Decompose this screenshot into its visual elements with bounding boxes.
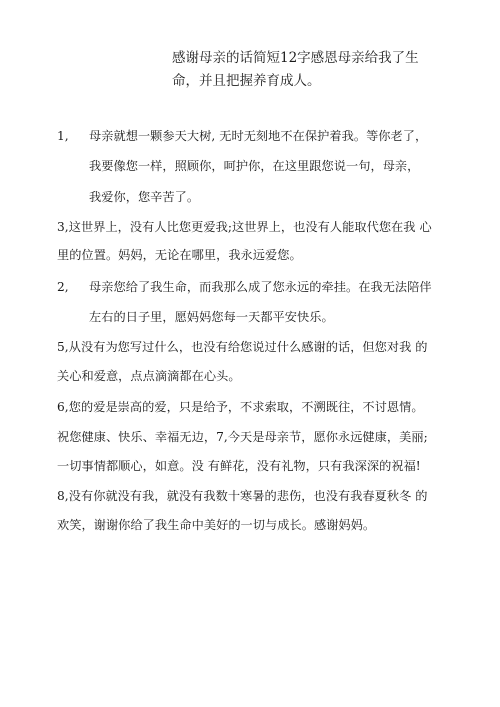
paragraph-3-line-1: 3,这世界上，没有人比您更爱我;这世界上，也没有人能取代您在我 心 [57, 220, 432, 234]
paragraph-6-line-2: 祝您健康、快乐、幸福无边，7,今天是母亲节，愿你永远健康，美丽; [57, 430, 428, 444]
page-title [172, 47, 472, 93]
paragraph-1-line-2: 我要像您一样，照顾你，呵护你，在这里跟您说一句，母亲， [89, 159, 420, 173]
paragraph-1-line-3: 我爱你，您辛苦了。 [89, 190, 200, 204]
paragraph-2-number: 2, [57, 280, 69, 294]
paragraph-5-line-1: 5,从没有为您写过什么，也没有给您说过什么感谢的话，但您对我 的 [57, 340, 428, 354]
paragraph-2-line-1: 母亲您给了我生命，而我那么成了您永远的牵挂。在我无法陪伴 [89, 280, 432, 294]
paragraph-6-line-1: 6,您的爱是崇高的爱，只是给予，不求索取，不溯既往，不讨恩情。 [57, 400, 424, 414]
paragraph-3-line-2: 里的位置。妈妈，无论在哪里，我永远爱您。 [57, 248, 302, 262]
paragraph-1-line-1: 母亲就想一颗参天大树, 无时无刻地不在保护着我。等你老了， [89, 129, 428, 143]
paragraph-8-line-2: 欢笑，谢谢你给了我生命中美好的一切与成长。感谢妈妈。 [57, 518, 376, 532]
paragraph-8-line-1: 8,没有你就没有我，就没有我数十寒暑的悲伤，也没有我春夏秋冬 的 [57, 489, 428, 503]
title-line-1: 感谢母亲的话简短12字感恩母亲给我了生 [172, 50, 419, 66]
title-line-2: 命，并且把握养育成人。 [172, 73, 321, 89]
paragraph-1-number: 1, [57, 129, 69, 143]
paragraph-2-line-2: 左右的日子里，愿妈妈您每一天都平安快乐。 [89, 310, 334, 324]
paragraph-6-line-3: 一切事情都顺心，如意。没 有鲜花，没有礼物，只有我深深的祝福! [57, 459, 421, 473]
paragraph-5-line-2: 关心和爱意，点点滴滴都在心头。 [57, 369, 241, 383]
